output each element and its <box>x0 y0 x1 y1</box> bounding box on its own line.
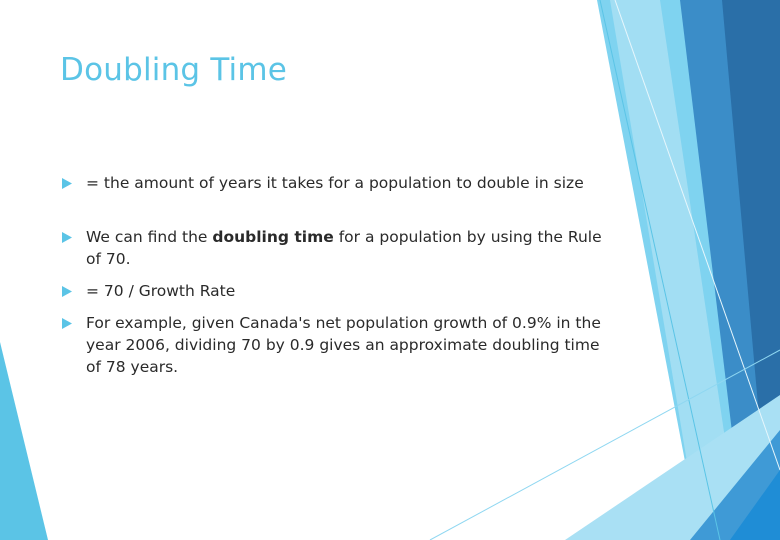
slide-title: Doubling Time <box>60 52 288 88</box>
bullet-text-after: for a population by using the Rule of 70. <box>86 228 602 268</box>
bullet-text: = the amount of years it takes for a population to double in size <box>86 174 584 192</box>
arrow-triangle-icon <box>62 178 72 189</box>
bullet-item-formula <box>62 280 602 302</box>
bullet-text: For example, given Canada's net population growth of 0.9% in the year 2006, dividing 70 by 0.9 gives an approximate doubling time of 78 years. <box>86 314 601 376</box>
bullet-item-example <box>62 312 602 378</box>
bullet-text-before: We can find the <box>86 228 213 246</box>
bullet-text <box>86 226 602 270</box>
bullet-text-bold: doubling time <box>212 228 334 246</box>
bullet-text: = 70 / Growth Rate <box>86 282 236 300</box>
arrow-triangle-icon <box>62 318 72 329</box>
left-accent-shape <box>0 342 48 540</box>
arrow-triangle-icon <box>62 286 72 297</box>
bullet-item-definition <box>62 172 602 194</box>
bullet-item-rule-of-70 <box>62 226 602 270</box>
arrow-triangle-icon <box>62 232 72 243</box>
